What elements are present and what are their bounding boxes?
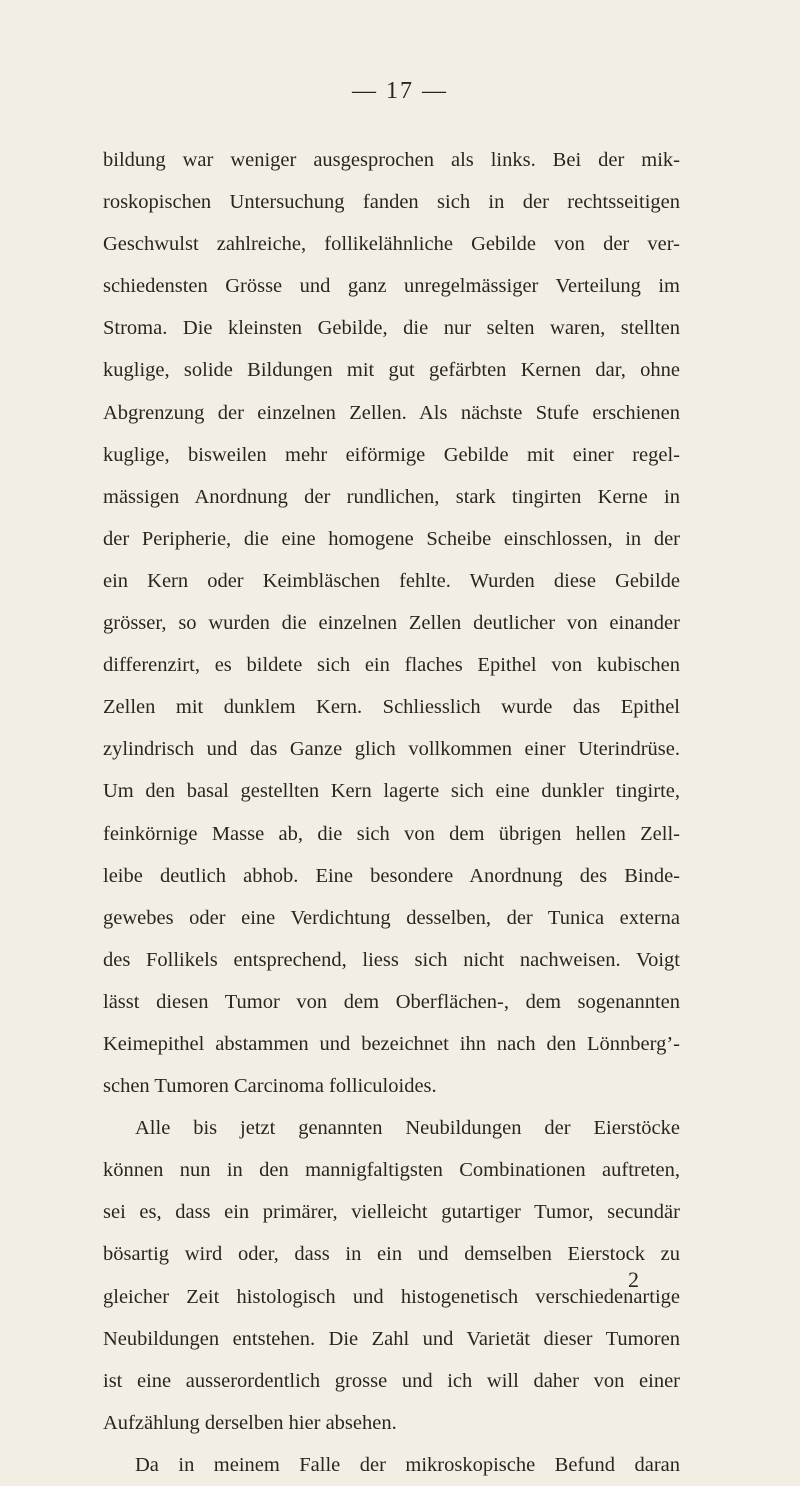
text-line: zylindrisch und das Ganze glich vollkommen einer Uterindrüse. bbox=[103, 738, 680, 761]
text-line: kuglige, solide Bildungen mit gut gefärbten Kernen dar, ohne bbox=[103, 359, 680, 382]
body-text bbox=[103, 139, 680, 1486]
text-line: lässt diesen Tumor von dem Oberflächen-, dem sogenannten bbox=[103, 990, 680, 1013]
text-line: ein Kern oder Keimbläschen fehlte. Wurden diese Gebilde bbox=[103, 569, 680, 592]
text-line: gewebes oder eine Verdichtung desselben, der Tunica externa bbox=[103, 906, 680, 929]
text-line: Keimepithel abstammen und bezeichnet ihn nach den Lönnberg’- bbox=[103, 1032, 680, 1055]
text-line: Aufzählung derselben hier absehen. bbox=[103, 1411, 397, 1434]
text-line: gleicher Zeit histologisch und histogenetisch verschiedenartige bbox=[103, 1285, 680, 1308]
text-line: schiedensten Grösse und ganz unregelmässiger Verteilung im bbox=[103, 275, 680, 298]
text-line: Um den basal gestellten Kern lagerte sich eine dunkler tingirte, bbox=[103, 780, 680, 803]
text-line: des Follikels entsprechend, liess sich nicht nachweisen. Voigt bbox=[103, 948, 680, 971]
text-line: mässigen Anordnung der rundlichen, stark tingirten Kerne in bbox=[103, 485, 680, 508]
text-line: Da in meinem Falle der mikroskopische Befund daran bbox=[135, 1453, 680, 1476]
text-line: sei es, dass ein primärer, vielleicht gutartiger Tumor, secundär bbox=[103, 1201, 680, 1224]
page-number: — 17 — bbox=[352, 78, 448, 104]
text-line: können nun in den mannigfaltigsten Combinationen auftreten, bbox=[103, 1159, 680, 1182]
text-line: feinkörnige Masse ab, die sich von dem übrigen hellen Zell- bbox=[103, 822, 680, 845]
text-line: schen Tumoren Carcinoma folliculoides. bbox=[103, 1075, 437, 1098]
text-line: roskopischen Untersuchung fanden sich in der rechtsseitigen bbox=[103, 191, 680, 214]
text-line: Zellen mit dunklem Kern. Schliesslich wurde das Epithel bbox=[103, 696, 680, 719]
text-line: Neubildungen entstehen. Die Zahl und Varietät dieser Tumoren bbox=[103, 1327, 680, 1350]
text-line: Alle bis jetzt genannten Neubildungen der Eierstöcke bbox=[135, 1117, 680, 1140]
text-line: Geschwulst zahlreiche, follikelähnliche Gebilde von der ver- bbox=[103, 233, 680, 256]
text-line: der Peripherie, die eine homogene Scheibe einschlossen, in der bbox=[103, 527, 680, 550]
text-line: kuglige, bisweilen mehr eiförmige Gebilde mit einer regel- bbox=[103, 443, 680, 466]
text-line: bösartig wird oder, dass in ein und demselben Eierstock zu bbox=[103, 1243, 680, 1266]
text-line: Abgrenzung der einzelnen Zellen. Als nächste Stufe erschienen bbox=[103, 401, 680, 424]
text-line: differenzirt, es bildete sich ein flaches Epithel von kubischen bbox=[103, 654, 680, 677]
signature-mark: 2 bbox=[628, 1267, 639, 1292]
text-line: leibe deutlich abhob. Eine besondere Anordnung des Binde- bbox=[103, 864, 680, 887]
text-line: bildung war weniger ausgesprochen als links. Bei der mik- bbox=[103, 149, 680, 171]
text-line: grösser, so wurden die einzelnen Zellen deutlicher von einander bbox=[103, 612, 680, 635]
text-line: Stroma. Die kleinsten Gebilde, die nur selten waren, stellten bbox=[103, 317, 680, 340]
text-line: ist eine ausserordentlich grosse und ich will daher von einer bbox=[103, 1369, 680, 1392]
